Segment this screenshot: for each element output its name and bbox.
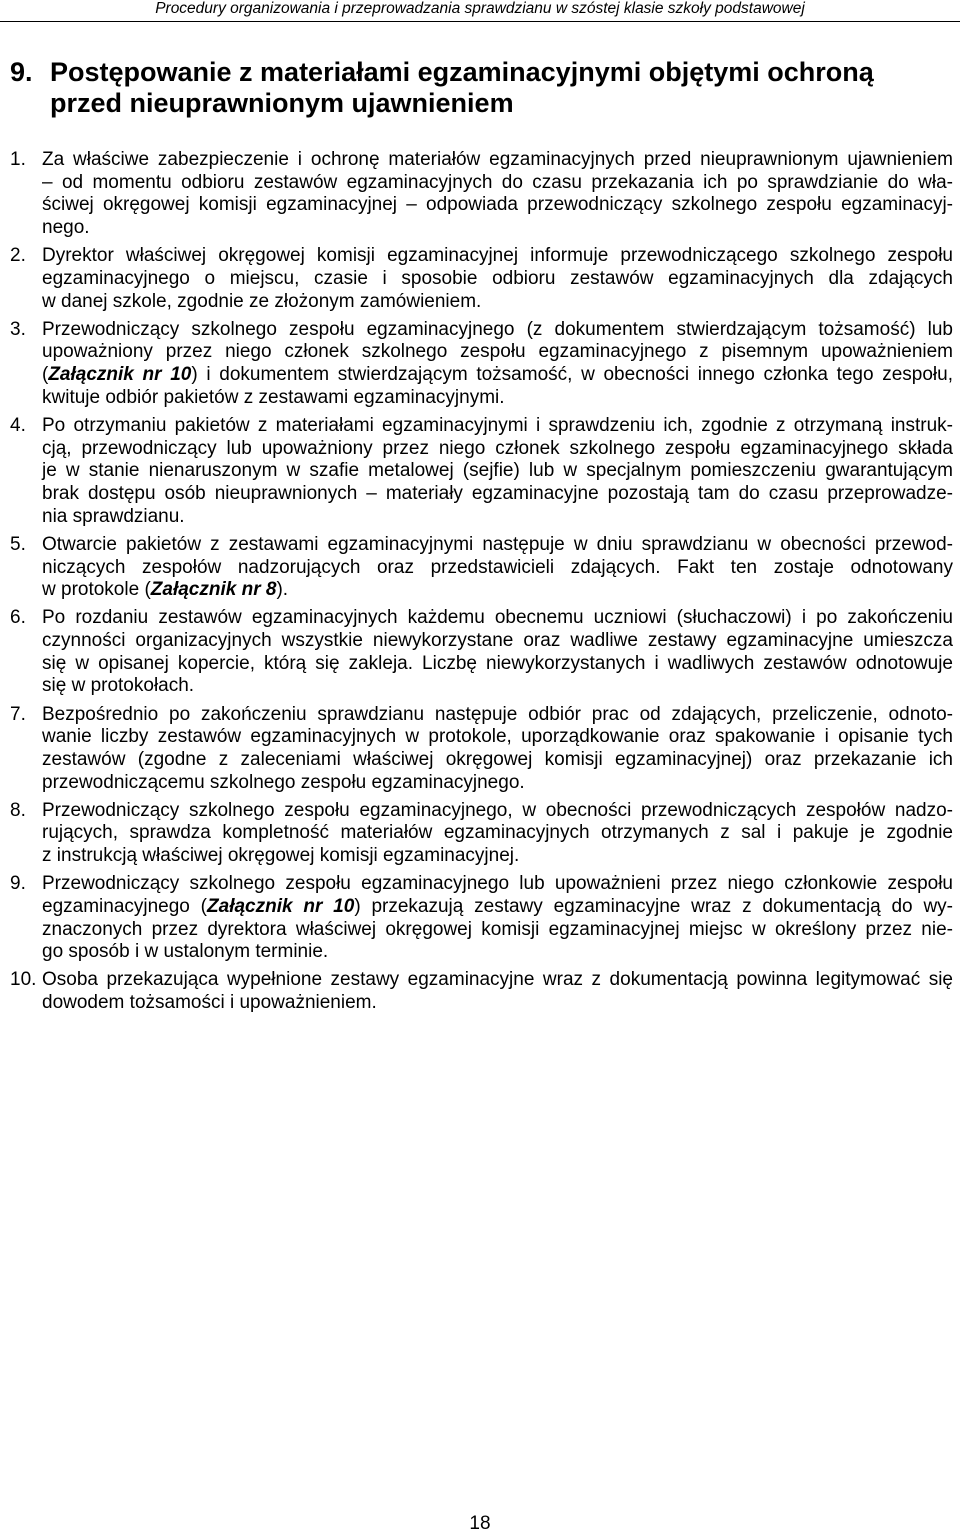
- list-item: [10, 800, 953, 868]
- text-segment: w protokole (: [42, 579, 151, 601]
- text-line: Po otrzymaniu pakietów z materiałami egzaminacyjnymi i sprawdzeniu ich, zgodnie z otrzymaną instruk-: [42, 414, 953, 436]
- text-line: się w opisanej kopercie, którą się zakleja. Liczbę niewykorzystanych i wadliwych zestawów odnotowuje: [42, 652, 953, 674]
- list-item: [10, 607, 953, 698]
- text-line: rujących, sprawdza kompletność materiałów egzaminacyjnych otrzymanych z sal i pakuje je zgodnie: [42, 822, 953, 844]
- text-line: Przewodniczący szkolnego zespołu egzaminacyjnego lub upoważnieni przez niego członkowie zespołu: [42, 873, 953, 895]
- item-text: [42, 149, 953, 240]
- item-text: [42, 415, 953, 529]
- list-item: [10, 534, 953, 602]
- list-item: [10, 245, 953, 313]
- section-title-text: [50, 57, 874, 119]
- text-line: Po rozdaniu zestawów egzaminacyjnych każdemu obecnemu uczniowi (słuchaczowi) i po zakończeniu: [42, 607, 953, 629]
- item-text: [42, 607, 953, 698]
- text-line: kwituje odbiór pakietów z zestawami egzaminacyjnymi.: [42, 386, 505, 408]
- text-line: się w protokołach.: [42, 675, 195, 697]
- item-number: 2.: [10, 245, 26, 267]
- text-segment: (: [42, 364, 49, 386]
- list-item: [10, 149, 953, 240]
- text-line: [42, 579, 953, 602]
- text-line: [42, 364, 953, 387]
- section-title: [10, 57, 953, 119]
- text-line: brak dostępu osób nieuprawnionych – materiały egzaminacyjne pozostają tam do czasu przeprowadze-: [42, 483, 953, 505]
- text-line: ściwej okręgowej komisji egzaminacyjnej – odpowiada przewodniczący szkolnego zespołu egzaminacyj-: [42, 194, 953, 216]
- text-segment: egzaminacyjnego (: [42, 895, 208, 917]
- section-title-line: Postępowanie z materiałami egzaminacyjnymi objętymi ochroną: [50, 57, 874, 87]
- item-number: 4.: [10, 414, 26, 436]
- item-number: 9.: [10, 873, 26, 895]
- item-text: [42, 873, 953, 964]
- text-line: Za właściwe zabezpieczenie i ochronę materiałów egzaminacyjnych przed nieuprawnionym ujawnieniem: [42, 149, 953, 170]
- item-text: [42, 704, 953, 795]
- numbered-list: [10, 149, 953, 1015]
- text-line: je w stanie nienaruszonym w szafie metalowej (sejfie) lub w specjalnym pomieszczeniu gwarantującym: [42, 460, 953, 482]
- item-number: 10.: [10, 969, 37, 991]
- header-divider: [0, 21, 960, 22]
- item-number: 6.: [10, 607, 26, 629]
- text-line: Bezpośrednio po zakończeniu sprawdzianu następuje odbiór prac od zdających, przeliczenie, odnoto-: [42, 703, 953, 725]
- text-line: Dyrektor właściwej okręgowej komisji egzaminacyjnej informuje przewodniczącego szkolnego zespołu: [42, 245, 953, 267]
- text-segment: ) i dokumentem stwierdzającym tożsamość, w obecności innego członka tego zespołu,: [191, 364, 953, 386]
- section-number: 9.: [10, 57, 33, 87]
- text-segment: ) przekazują zestawy egzaminacyjne wraz z dokumentacją do wy-: [354, 895, 953, 917]
- text-line: upoważniony przez niego członek szkolnego zespołu egzaminacyjnego z pisemnym upoważnieniem: [42, 341, 953, 363]
- text-line: [42, 896, 953, 919]
- text-line: dowodem tożsamości i upoważnieniem.: [42, 992, 377, 1014]
- attachment-reference: Załącznik nr 10: [48, 364, 192, 386]
- list-item: [10, 415, 953, 529]
- section-title-line: przed nieuprawnionym ujawnieniem: [50, 88, 514, 118]
- text-line: niczących zespołów nadzorujących oraz przedstawicieli zdających. Fakt ten zostaje odnotowany: [42, 556, 953, 578]
- item-number: 7.: [10, 703, 26, 725]
- text-line: przewodniczącemu szkolnego zespołu egzaminacyjnego.: [42, 771, 525, 793]
- text-line: Przewodniczący szkolnego zespołu egzaminacyjnego, w obecności przewodniczących zespołów nadzo-: [42, 799, 953, 821]
- item-number: 8.: [10, 799, 26, 821]
- text-line: czynności organizacyjnych wszystkie niewykorzystane oraz wadliwe zestawy egzaminacyjne umieszcza: [42, 630, 953, 652]
- page-number: 18: [469, 1513, 491, 1534]
- text-line: nego.: [42, 217, 90, 239]
- item-text: [42, 969, 953, 1014]
- attachment-reference: Załącznik nr 8: [150, 579, 277, 601]
- text-line: egzaminacyjnego o miejscu, czasie i sposobie odbioru zestawów egzaminacyjnych dla zdających: [42, 267, 953, 289]
- text-line: go sposób i w ustalonym terminie.: [42, 941, 329, 963]
- list-item: [10, 319, 953, 410]
- attachment-reference: Załącznik nr 10: [207, 895, 355, 917]
- list-item: [10, 969, 953, 1014]
- text-line: nia sprawdzianu.: [42, 505, 185, 527]
- text-line: Otwarcie pakietów z zestawami egzaminacyjnymi następuje w dniu sprawdzianu w obecności przewod-: [42, 533, 953, 555]
- text-line: – od momentu odbioru zestawów egzaminacyjnych do czasu przekazania ich po sprawdzianie do wła-: [42, 171, 953, 193]
- text-line: z instrukcją właściwej okręgowej komisji egzaminacyjnej.: [42, 845, 520, 867]
- text-line: zestawów (zgodne z zaleceniami właściwej okręgowej komisji egzaminacyjnej) oraz przekazanie ich: [42, 748, 953, 770]
- text-line: cją, przewodniczący lub upoważniony przez niego członek szkolnego zespołu egzaminacyjnego składa: [42, 437, 953, 459]
- item-number: 5.: [10, 533, 26, 555]
- running-header: Procedury organizowania i przeprowadzania sprawdzianu w szóstej klasie szkoły podstawowej: [155, 0, 805, 17]
- item-text: [42, 800, 953, 868]
- item-text: [42, 319, 953, 410]
- text-line: znaczonych przez dyrektora właściwej okręgowej komisji egzaminacyjnej miejsc w określony przez nie-: [42, 918, 953, 940]
- text-line: Przewodniczący szkolnego zespołu egzaminacyjnego (z dokumentem stwierdzającym tożsamość) lub: [42, 318, 953, 340]
- item-number: 3.: [10, 318, 26, 340]
- text-line: wanie liczby zestawów egzaminacyjnych w protokole, uporządkowanie oraz spakowanie i opisanie tych: [42, 726, 953, 748]
- list-item: [10, 704, 953, 795]
- text-line: Osoba przekazująca wypełnione zestawy egzaminacyjne wraz z dokumentacją powinna legitymować się: [42, 969, 953, 991]
- text-segment: ).: [276, 579, 289, 601]
- text-line: w danej szkole, zgodnie ze złożonym zamówieniem.: [42, 290, 482, 312]
- list-item: [10, 873, 953, 964]
- item-number: 1.: [10, 149, 26, 170]
- item-text: [42, 534, 953, 602]
- item-text: [42, 245, 953, 313]
